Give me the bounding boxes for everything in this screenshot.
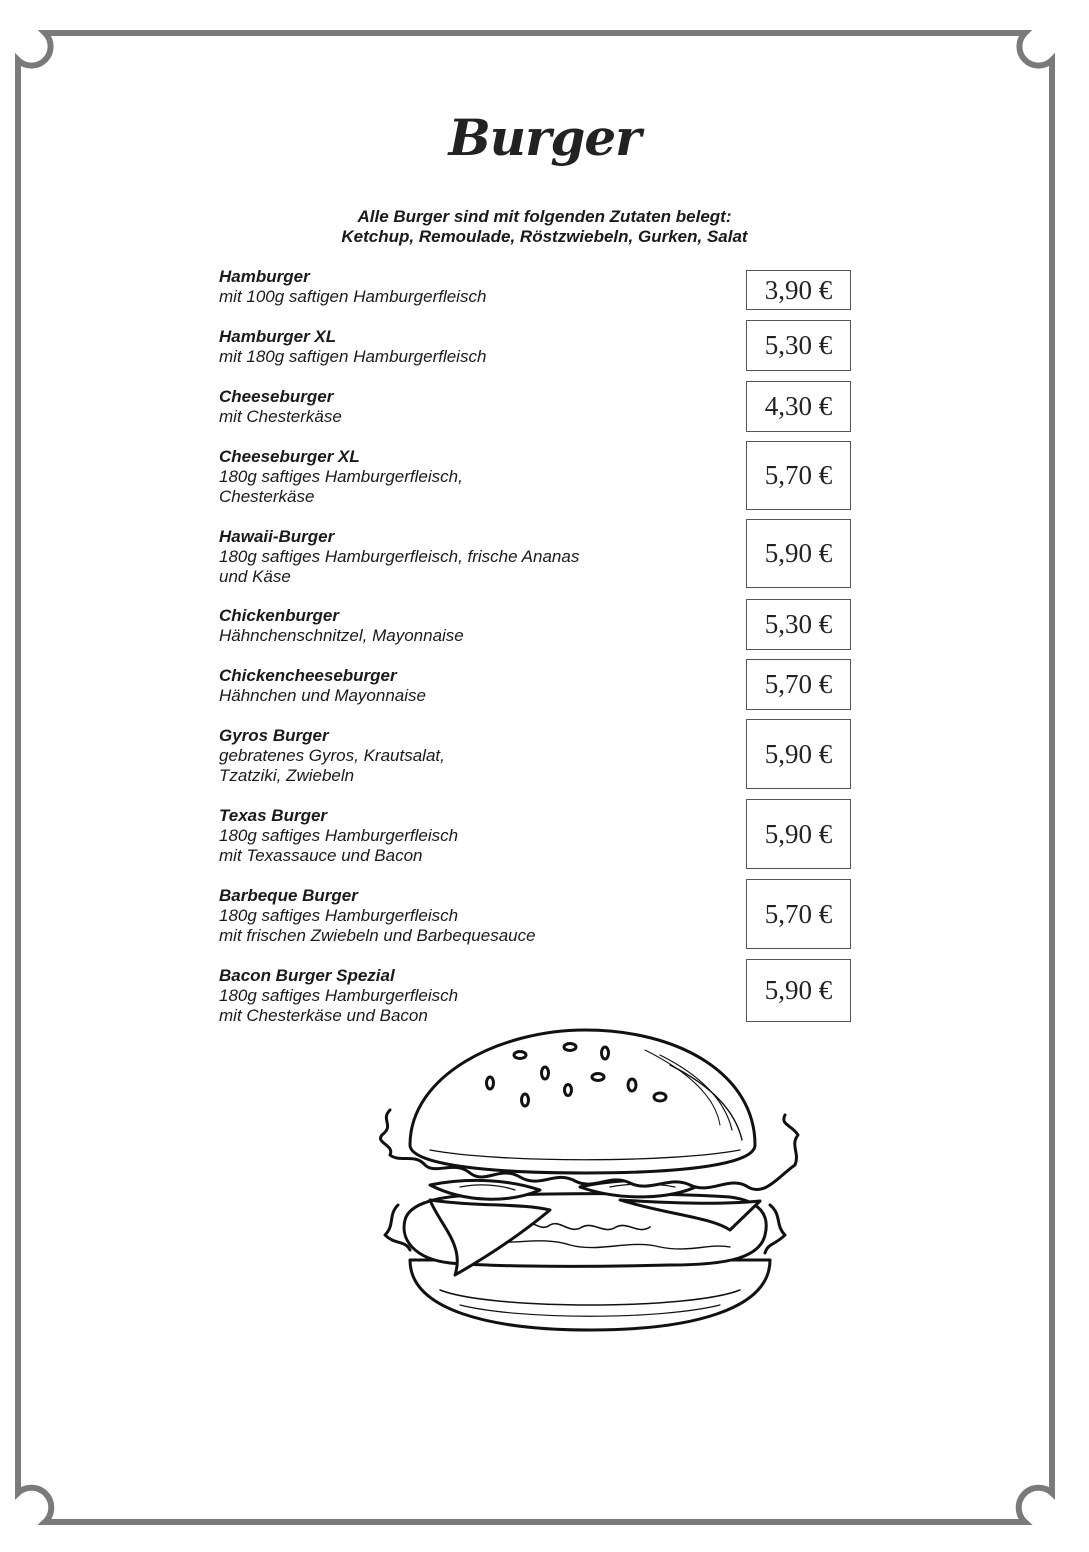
item-name: Chickenburger — [219, 606, 339, 625]
item-name: Barbeque Burger — [219, 886, 358, 905]
item-name: Bacon Burger Spezial — [219, 966, 395, 985]
ingredients-note-line1: Alle Burger sind mit folgenden Zutaten belegt: — [357, 207, 732, 226]
item-description: 180g saftiges Hamburgerfleisch mit Chesterkäse und Bacon — [219, 986, 459, 1025]
item-name: Cheeseburger XL — [219, 447, 360, 466]
item-name: Chickencheeseburger — [219, 666, 397, 685]
item-description: Hähnchenschnitzel, Mayonnaise — [219, 626, 464, 645]
ingredients-note-line2: Ketchup, Remoulade, Röstzwiebeln, Gurken, Salat — [341, 227, 748, 246]
item-price: 4,30 € — [746, 381, 851, 432]
menu-item — [219, 886, 699, 946]
item-price: 5,90 € — [746, 959, 851, 1022]
item-price: 5,30 € — [746, 599, 851, 650]
item-price: 5,90 € — [746, 519, 851, 588]
item-description: 180g saftiges Hamburgerfleisch, frische Ananas und Käse — [219, 547, 580, 586]
item-description: 180g saftiges Hamburgerfleisch, Chesterkäse — [219, 467, 463, 506]
menu-item — [219, 606, 699, 646]
item-description: mit 100g saftigen Hamburgerfleisch — [219, 287, 487, 306]
ingredients-note — [0, 207, 1089, 247]
item-price: 5,90 € — [746, 799, 851, 869]
item-name: Cheeseburger — [219, 387, 334, 406]
item-price: 3,90 € — [746, 270, 851, 310]
menu-title: Burger — [448, 108, 641, 167]
item-price: 5,70 € — [746, 879, 851, 949]
menu-item — [219, 966, 699, 1026]
item-description: Hähnchen und Mayonnaise — [219, 686, 426, 705]
item-name: Hawaii-Burger — [219, 527, 335, 546]
item-price: 5,70 € — [746, 659, 851, 710]
menu-item — [219, 387, 699, 427]
menu-item — [219, 806, 699, 866]
menu-item — [219, 267, 699, 307]
menu-item — [219, 726, 699, 786]
menu-item — [219, 666, 699, 706]
item-description: mit 180g saftigen Hamburgerfleisch — [219, 347, 487, 366]
menu-item — [219, 327, 699, 367]
item-name: Texas Burger — [219, 806, 328, 825]
item-name: Hamburger — [219, 267, 310, 286]
item-description: 180g saftiges Hamburgerfleisch mit Texassauce und Bacon — [219, 826, 459, 865]
burger-illustration-icon — [370, 1025, 810, 1340]
item-name: Hamburger XL — [219, 327, 337, 346]
item-price: 5,70 € — [746, 441, 851, 510]
item-description: gebratenes Gyros, Krautsalat, Tzatziki, Zwiebeln — [219, 746, 445, 785]
menu-item — [219, 527, 699, 587]
item-description: 180g saftiges Hamburgerfleisch mit frischen Zwiebeln und Barbequesauce — [219, 906, 536, 945]
item-price: 5,30 € — [746, 320, 851, 371]
item-name: Gyros Burger — [219, 726, 329, 745]
item-price: 5,90 € — [746, 719, 851, 789]
menu-item — [219, 447, 699, 507]
item-description: mit Chesterkäse — [219, 407, 342, 426]
